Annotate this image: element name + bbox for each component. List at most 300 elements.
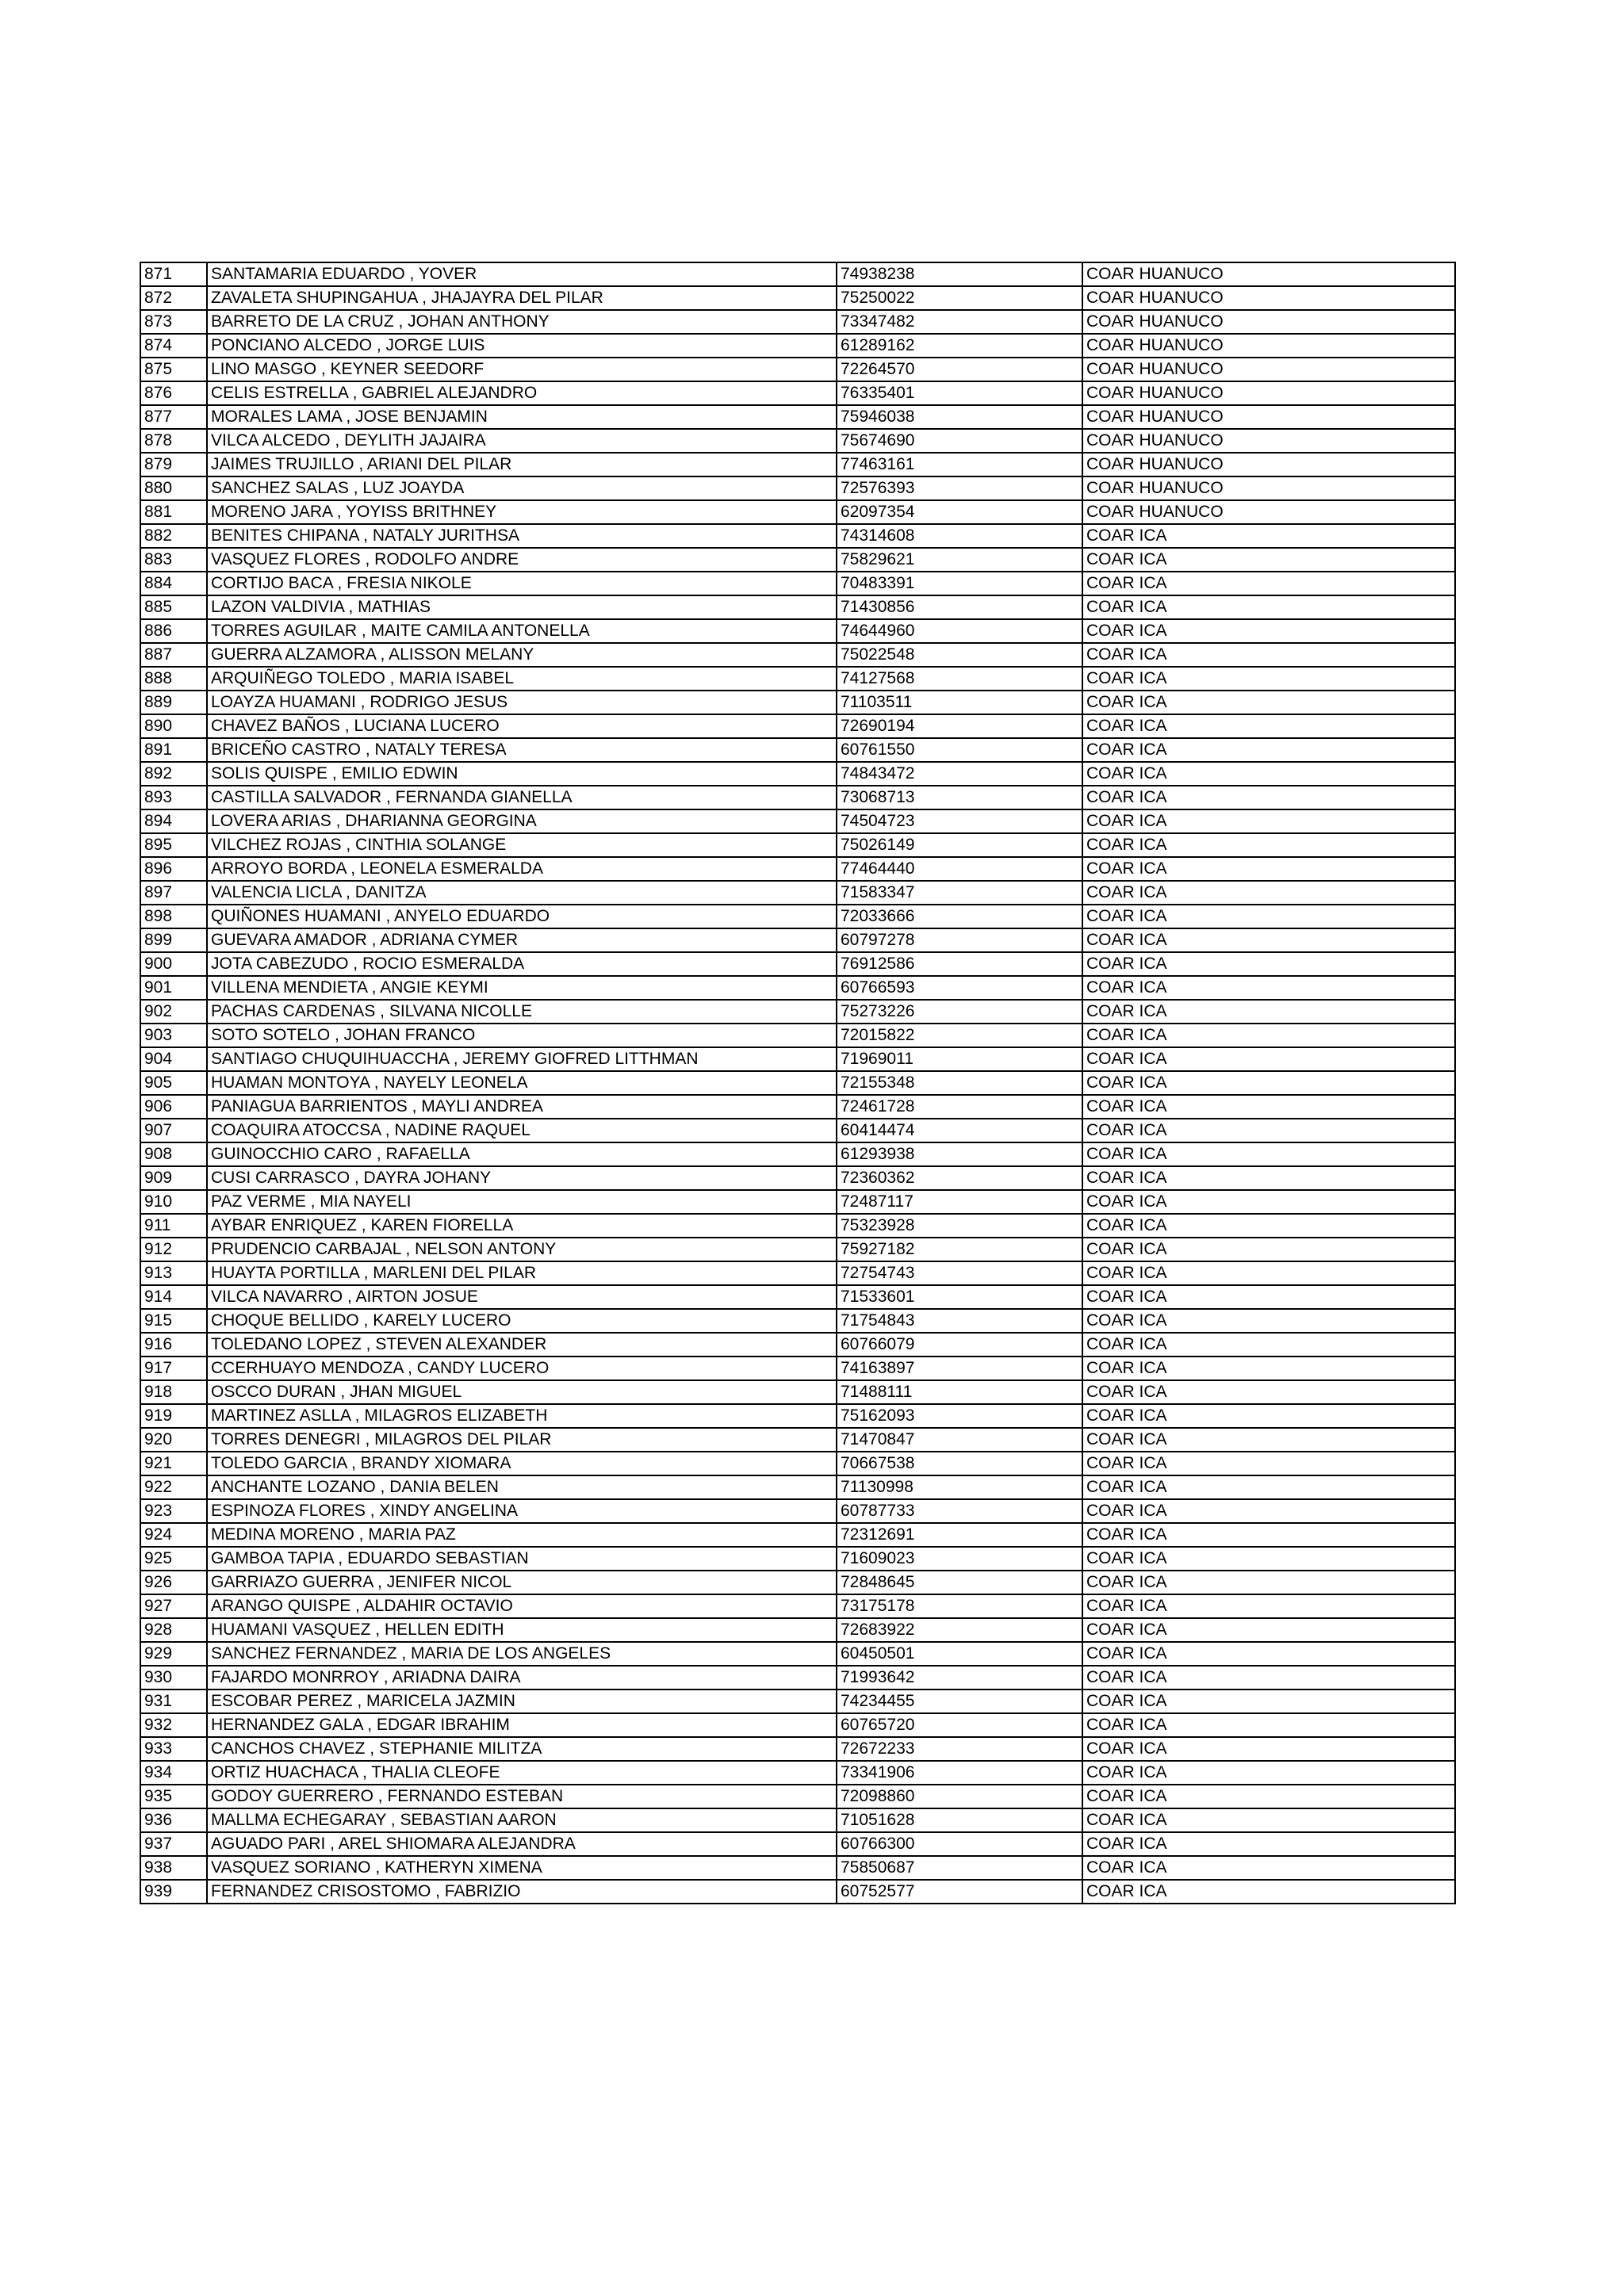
student-name: PONCIANO ALCEDO , JORGE LUIS [207, 334, 837, 358]
row-number: 924 [140, 1523, 207, 1547]
student-name: PACHAS CARDENAS , SILVANA NICOLLE [207, 1000, 837, 1024]
table-row [140, 809, 1455, 833]
student-name: ESCOBAR PEREZ , MARICELA JAZMIN [207, 1689, 837, 1713]
student-name: GARRIAZO GUERRA , JENIFER NICOL [207, 1571, 837, 1594]
table-row [140, 881, 1455, 905]
row-number: 885 [140, 595, 207, 619]
table-row [140, 1333, 1455, 1357]
student-dni: 73068713 [837, 786, 1082, 809]
student-name: MORALES LAMA , JOSE BENJAMIN [207, 405, 837, 429]
student-coar: COAR HUANUCO [1082, 358, 1455, 381]
row-number: 904 [140, 1047, 207, 1071]
row-number: 899 [140, 928, 207, 952]
table-row [140, 952, 1455, 976]
student-name: SANCHEZ SALAS , LUZ JOAYDA [207, 476, 837, 500]
table-row [140, 1285, 1455, 1309]
row-number: 932 [140, 1713, 207, 1737]
student-coar: COAR ICA [1082, 833, 1455, 857]
table-row [140, 1047, 1455, 1071]
student-coar: COAR ICA [1082, 1856, 1455, 1880]
student-coar: COAR ICA [1082, 738, 1455, 762]
row-number: 916 [140, 1333, 207, 1357]
row-number: 888 [140, 667, 207, 691]
student-name: ARANGO QUISPE , ALDAHIR OCTAVIO [207, 1594, 837, 1618]
student-coar: COAR ICA [1082, 1214, 1455, 1238]
student-dni: 70483391 [837, 572, 1082, 595]
student-dni: 60752577 [837, 1880, 1082, 1904]
student-dni: 74127568 [837, 667, 1082, 691]
student-dni: 76912586 [837, 952, 1082, 976]
row-number: 909 [140, 1166, 207, 1190]
student-coar: COAR HUANUCO [1082, 405, 1455, 429]
row-number: 930 [140, 1666, 207, 1689]
row-number: 938 [140, 1856, 207, 1880]
row-number: 911 [140, 1214, 207, 1238]
student-coar: COAR ICA [1082, 1571, 1455, 1594]
student-coar: COAR ICA [1082, 857, 1455, 881]
student-name: HERNANDEZ GALA , EDGAR IBRAHIM [207, 1713, 837, 1737]
row-number: 939 [140, 1880, 207, 1904]
student-roster-table [140, 262, 1456, 1904]
table-row [140, 500, 1455, 524]
row-number: 926 [140, 1571, 207, 1594]
student-name: PRUDENCIO CARBAJAL , NELSON ANTONY [207, 1238, 837, 1261]
row-number: 880 [140, 476, 207, 500]
table-row [140, 714, 1455, 738]
student-coar: COAR ICA [1082, 1333, 1455, 1357]
student-dni: 72848645 [837, 1571, 1082, 1594]
row-number: 894 [140, 809, 207, 833]
student-dni: 71993642 [837, 1666, 1082, 1689]
student-coar: COAR ICA [1082, 1357, 1455, 1380]
student-name: CORTIJO BACA , FRESIA NIKOLE [207, 572, 837, 595]
table-row [140, 1095, 1455, 1119]
student-dni: 77463161 [837, 453, 1082, 476]
student-dni: 60766079 [837, 1333, 1082, 1357]
student-coar: COAR ICA [1082, 1404, 1455, 1428]
table-row [140, 1452, 1455, 1475]
student-coar: COAR ICA [1082, 1713, 1455, 1737]
student-dni: 72155348 [837, 1071, 1082, 1095]
table-row [140, 310, 1455, 334]
student-dni: 75162093 [837, 1404, 1082, 1428]
student-name: SANTIAGO CHUQUIHUACCHA , JEREMY GIOFRED LITTHMAN [207, 1047, 837, 1071]
table-row [140, 738, 1455, 762]
table-row [140, 1689, 1455, 1713]
student-coar: COAR ICA [1082, 762, 1455, 786]
row-number: 918 [140, 1380, 207, 1404]
student-name: VASQUEZ SORIANO , KATHERYN XIMENA [207, 1856, 837, 1880]
row-number: 923 [140, 1499, 207, 1523]
table-row [140, 595, 1455, 619]
table-row [140, 1761, 1455, 1785]
student-name: ORTIZ HUACHACA , THALIA CLEOFE [207, 1761, 837, 1785]
student-coar: COAR ICA [1082, 1737, 1455, 1761]
student-name: TORRES DENEGRI , MILAGROS DEL PILAR [207, 1428, 837, 1452]
table-row [140, 1785, 1455, 1808]
student-name: TORRES AGUILAR , MAITE CAMILA ANTONELLA [207, 619, 837, 643]
student-name: VILCHEZ ROJAS , CINTHIA SOLANGE [207, 833, 837, 857]
student-coar: COAR ICA [1082, 1618, 1455, 1642]
student-coar: COAR ICA [1082, 1190, 1455, 1214]
student-name: GUEVARA AMADOR , ADRIANA CYMER [207, 928, 837, 952]
student-coar: COAR ICA [1082, 572, 1455, 595]
table-row [140, 429, 1455, 453]
student-dni: 60766300 [837, 1832, 1082, 1856]
row-number: 887 [140, 643, 207, 667]
row-number: 875 [140, 358, 207, 381]
row-number: 884 [140, 572, 207, 595]
student-dni: 74163897 [837, 1357, 1082, 1380]
table-row [140, 1380, 1455, 1404]
table-row [140, 928, 1455, 952]
student-coar: COAR ICA [1082, 809, 1455, 833]
student-name: MALLMA ECHEGARAY , SEBASTIAN AARON [207, 1808, 837, 1832]
roster-body [140, 262, 1455, 1904]
table-row [140, 1856, 1455, 1880]
student-dni: 75927182 [837, 1238, 1082, 1261]
row-number: 876 [140, 381, 207, 405]
row-number: 889 [140, 691, 207, 714]
student-name: VILCA ALCEDO , DEYLITH JAJAIRA [207, 429, 837, 453]
student-name: MORENO JARA , YOYISS BRITHNEY [207, 500, 837, 524]
table-row [140, 1238, 1455, 1261]
row-number: 881 [140, 500, 207, 524]
student-dni: 71430856 [837, 595, 1082, 619]
student-name: GAMBOA TAPIA , EDUARDO SEBASTIAN [207, 1547, 837, 1571]
student-dni: 76335401 [837, 381, 1082, 405]
student-name: JAIMES TRUJILLO , ARIANI DEL PILAR [207, 453, 837, 476]
student-name: GUERRA ALZAMORA , ALISSON MELANY [207, 643, 837, 667]
student-dni: 71488111 [837, 1380, 1082, 1404]
student-dni: 60797278 [837, 928, 1082, 952]
student-dni: 75323928 [837, 1214, 1082, 1238]
student-name: BARRETO DE LA CRUZ , JOHAN ANTHONY [207, 310, 837, 334]
student-dni: 74314608 [837, 524, 1082, 548]
table-row [140, 1666, 1455, 1689]
student-coar: COAR ICA [1082, 1808, 1455, 1832]
student-coar: COAR ICA [1082, 928, 1455, 952]
row-number: 886 [140, 619, 207, 643]
student-dni: 72098860 [837, 1785, 1082, 1808]
table-row [140, 476, 1455, 500]
row-number: 874 [140, 334, 207, 358]
row-number: 917 [140, 1357, 207, 1380]
table-row [140, 1309, 1455, 1333]
student-dni: 75022548 [837, 643, 1082, 667]
student-dni: 71583347 [837, 881, 1082, 905]
row-number: 892 [140, 762, 207, 786]
student-coar: COAR ICA [1082, 786, 1455, 809]
student-coar: COAR ICA [1082, 619, 1455, 643]
student-name: VALENCIA LICLA , DANITZA [207, 881, 837, 905]
table-row [140, 1404, 1455, 1428]
student-name: LOAYZA HUAMANI , RODRIGO JESUS [207, 691, 837, 714]
student-coar: COAR HUANUCO [1082, 334, 1455, 358]
row-number: 873 [140, 310, 207, 334]
student-dni: 72754743 [837, 1261, 1082, 1285]
student-name: CHAVEZ BAÑOS , LUCIANA LUCERO [207, 714, 837, 738]
table-row [140, 1071, 1455, 1095]
student-name: VASQUEZ FLORES , RODOLFO ANDRE [207, 548, 837, 572]
student-coar: COAR ICA [1082, 1642, 1455, 1666]
student-name: PAZ VERME , MIA NAYELI [207, 1190, 837, 1214]
student-dni: 77464440 [837, 857, 1082, 881]
row-number: 925 [140, 1547, 207, 1571]
student-coar: COAR ICA [1082, 1238, 1455, 1261]
table-row [140, 381, 1455, 405]
row-number: 915 [140, 1309, 207, 1333]
row-number: 895 [140, 833, 207, 857]
student-dni: 71103511 [837, 691, 1082, 714]
student-coar: COAR HUANUCO [1082, 500, 1455, 524]
student-name: HUAMANI VASQUEZ , HELLEN EDITH [207, 1618, 837, 1642]
row-number: 901 [140, 976, 207, 1000]
student-dni: 72015822 [837, 1024, 1082, 1047]
row-number: 879 [140, 453, 207, 476]
student-dni: 72033666 [837, 905, 1082, 928]
student-name: VILCA NAVARRO , AIRTON JOSUE [207, 1285, 837, 1309]
row-number: 919 [140, 1404, 207, 1428]
table-row [140, 1832, 1455, 1856]
row-number: 890 [140, 714, 207, 738]
student-dni: 75250022 [837, 286, 1082, 310]
student-name: CELIS ESTRELLA , GABRIEL ALEJANDRO [207, 381, 837, 405]
row-number: 922 [140, 1475, 207, 1499]
table-row [140, 857, 1455, 881]
row-number: 878 [140, 429, 207, 453]
student-name: SOTO SOTELO , JOHAN FRANCO [207, 1024, 837, 1047]
student-dni: 72576393 [837, 476, 1082, 500]
row-number: 897 [140, 881, 207, 905]
student-coar: COAR ICA [1082, 1689, 1455, 1713]
student-dni: 75026149 [837, 833, 1082, 857]
student-name: BRICEÑO CASTRO , NATALY TERESA [207, 738, 837, 762]
row-number: 882 [140, 524, 207, 548]
student-dni: 70667538 [837, 1452, 1082, 1475]
row-number: 913 [140, 1261, 207, 1285]
student-coar: COAR HUANUCO [1082, 381, 1455, 405]
row-number: 877 [140, 405, 207, 429]
student-dni: 72360362 [837, 1166, 1082, 1190]
row-number: 935 [140, 1785, 207, 1808]
student-coar: COAR HUANUCO [1082, 476, 1455, 500]
student-dni: 71470847 [837, 1428, 1082, 1452]
table-row [140, 1594, 1455, 1618]
student-name: ANCHANTE LOZANO , DANIA BELEN [207, 1475, 837, 1499]
student-coar: COAR ICA [1082, 881, 1455, 905]
student-dni: 72690194 [837, 714, 1082, 738]
student-coar: COAR ICA [1082, 1547, 1455, 1571]
student-coar: COAR ICA [1082, 595, 1455, 619]
row-number: 934 [140, 1761, 207, 1785]
student-dni: 75850687 [837, 1856, 1082, 1880]
student-coar: COAR ICA [1082, 1047, 1455, 1071]
row-number: 902 [140, 1000, 207, 1024]
student-coar: COAR HUANUCO [1082, 429, 1455, 453]
row-number: 871 [140, 262, 207, 286]
table-row [140, 1119, 1455, 1142]
row-number: 927 [140, 1594, 207, 1618]
table-row [140, 1142, 1455, 1166]
student-coar: COAR ICA [1082, 1024, 1455, 1047]
student-dni: 72683922 [837, 1618, 1082, 1642]
student-name: SANTAMARIA EDUARDO , YOVER [207, 262, 837, 286]
student-name: PANIAGUA BARRIENTOS , MAYLI ANDREA [207, 1095, 837, 1119]
table-row [140, 1024, 1455, 1047]
student-name: CASTILLA SALVADOR , FERNANDA GIANELLA [207, 786, 837, 809]
student-dni: 75946038 [837, 405, 1082, 429]
student-dni: 72461728 [837, 1095, 1082, 1119]
row-number: 903 [140, 1024, 207, 1047]
student-coar: COAR ICA [1082, 1428, 1455, 1452]
table-row [140, 286, 1455, 310]
table-row [140, 1571, 1455, 1594]
row-number: 910 [140, 1190, 207, 1214]
row-number: 883 [140, 548, 207, 572]
student-coar: COAR ICA [1082, 1761, 1455, 1785]
student-coar: COAR ICA [1082, 1499, 1455, 1523]
student-dni: 72487117 [837, 1190, 1082, 1214]
table-row [140, 1357, 1455, 1380]
student-coar: COAR ICA [1082, 1261, 1455, 1285]
student-dni: 74644960 [837, 619, 1082, 643]
student-coar: COAR ICA [1082, 667, 1455, 691]
table-row [140, 1166, 1455, 1190]
table-row [140, 1214, 1455, 1238]
table-row [140, 1000, 1455, 1024]
student-dni: 60414474 [837, 1119, 1082, 1142]
table-row [140, 358, 1455, 381]
table-row [140, 572, 1455, 595]
student-dni: 60787733 [837, 1499, 1082, 1523]
student-coar: COAR ICA [1082, 1594, 1455, 1618]
table-row [140, 1190, 1455, 1214]
student-name: CANCHOS CHAVEZ , STEPHANIE MILITZA [207, 1737, 837, 1761]
student-name: BENITES CHIPANA , NATALY JURITHSA [207, 524, 837, 548]
student-dni: 73175178 [837, 1594, 1082, 1618]
student-name: JOTA CABEZUDO , ROCIO ESMERALDA [207, 952, 837, 976]
table-row [140, 1808, 1455, 1832]
student-name: MEDINA MORENO , MARIA PAZ [207, 1523, 837, 1547]
table-row [140, 524, 1455, 548]
student-coar: COAR ICA [1082, 1785, 1455, 1808]
student-name: TOLEDANO LOPEZ , STEVEN ALEXANDER [207, 1333, 837, 1357]
row-number: 906 [140, 1095, 207, 1119]
student-name: LOVERA ARIAS , DHARIANNA GEORGINA [207, 809, 837, 833]
student-dni: 74504723 [837, 809, 1082, 833]
student-coar: COAR ICA [1082, 1666, 1455, 1689]
student-dni: 60450501 [837, 1642, 1082, 1666]
row-number: 905 [140, 1071, 207, 1095]
student-name: ARQUIÑEGO TOLEDO , MARIA ISABEL [207, 667, 837, 691]
student-name: HUAMAN MONTOYA , NAYELY LEONELA [207, 1071, 837, 1095]
table-row [140, 1547, 1455, 1571]
table-row [140, 905, 1455, 928]
row-number: 937 [140, 1832, 207, 1856]
table-row [140, 976, 1455, 1000]
table-row [140, 1642, 1455, 1666]
student-dni: 61289162 [837, 334, 1082, 358]
student-name: AGUADO PARI , AREL SHIOMARA ALEJANDRA [207, 1832, 837, 1856]
student-coar: COAR ICA [1082, 548, 1455, 572]
student-name: GUINOCCHIO CARO , RAFAELLA [207, 1142, 837, 1166]
student-dni: 71754843 [837, 1309, 1082, 1333]
table-row [140, 667, 1455, 691]
student-dni: 74938238 [837, 262, 1082, 286]
student-coar: COAR ICA [1082, 1095, 1455, 1119]
student-name: CCERHUAYO MENDOZA , CANDY LUCERO [207, 1357, 837, 1380]
student-coar: COAR ICA [1082, 1309, 1455, 1333]
student-coar: COAR ICA [1082, 976, 1455, 1000]
table-row [140, 1618, 1455, 1642]
student-dni: 71609023 [837, 1547, 1082, 1571]
student-name: SOLIS QUISPE , EMILIO EDWIN [207, 762, 837, 786]
row-number: 896 [140, 857, 207, 881]
student-dni: 62097354 [837, 500, 1082, 524]
row-number: 928 [140, 1618, 207, 1642]
row-number: 920 [140, 1428, 207, 1452]
student-dni: 71969011 [837, 1047, 1082, 1071]
student-name: FAJARDO MONRROY , ARIADNA DAIRA [207, 1666, 837, 1689]
student-name: HUAYTA PORTILLA , MARLENI DEL PILAR [207, 1261, 837, 1285]
student-dni: 75829621 [837, 548, 1082, 572]
table-row [140, 619, 1455, 643]
table-row [140, 1523, 1455, 1547]
row-number: 921 [140, 1452, 207, 1475]
student-dni: 71533601 [837, 1285, 1082, 1309]
student-coar: COAR HUANUCO [1082, 310, 1455, 334]
row-number: 931 [140, 1689, 207, 1713]
student-dni: 75273226 [837, 1000, 1082, 1024]
student-coar: COAR ICA [1082, 1142, 1455, 1166]
table-row [140, 453, 1455, 476]
student-coar: COAR HUANUCO [1082, 453, 1455, 476]
student-name: LAZON VALDIVIA , MATHIAS [207, 595, 837, 619]
row-number: 912 [140, 1238, 207, 1261]
student-name: QUIÑONES HUAMANI , ANYELO EDUARDO [207, 905, 837, 928]
student-coar: COAR ICA [1082, 1475, 1455, 1499]
student-dni: 60766593 [837, 976, 1082, 1000]
table-row [140, 1475, 1455, 1499]
row-number: 933 [140, 1737, 207, 1761]
table-row [140, 1499, 1455, 1523]
student-coar: COAR ICA [1082, 524, 1455, 548]
student-name: TOLEDO GARCIA , BRANDY XIOMARA [207, 1452, 837, 1475]
table-row [140, 405, 1455, 429]
student-coar: COAR ICA [1082, 1380, 1455, 1404]
student-name: ZAVALETA SHUPINGAHUA , JHAJAYRA DEL PILAR [207, 286, 837, 310]
student-dni: 73341906 [837, 1761, 1082, 1785]
student-coar: COAR ICA [1082, 1071, 1455, 1095]
student-name: ESPINOZA FLORES , XINDY ANGELINA [207, 1499, 837, 1523]
table-row [140, 643, 1455, 667]
student-coar: COAR ICA [1082, 952, 1455, 976]
student-coar: COAR ICA [1082, 691, 1455, 714]
row-number: 872 [140, 286, 207, 310]
row-number: 936 [140, 1808, 207, 1832]
student-dni: 74843472 [837, 762, 1082, 786]
student-dni: 75674690 [837, 429, 1082, 453]
table-row [140, 334, 1455, 358]
table-row [140, 833, 1455, 857]
table-row [140, 1428, 1455, 1452]
student-coar: COAR ICA [1082, 905, 1455, 928]
table-row [140, 691, 1455, 714]
student-name: GODOY GUERRERO , FERNANDO ESTEBAN [207, 1785, 837, 1808]
student-coar: COAR ICA [1082, 1880, 1455, 1904]
table-row [140, 1737, 1455, 1761]
